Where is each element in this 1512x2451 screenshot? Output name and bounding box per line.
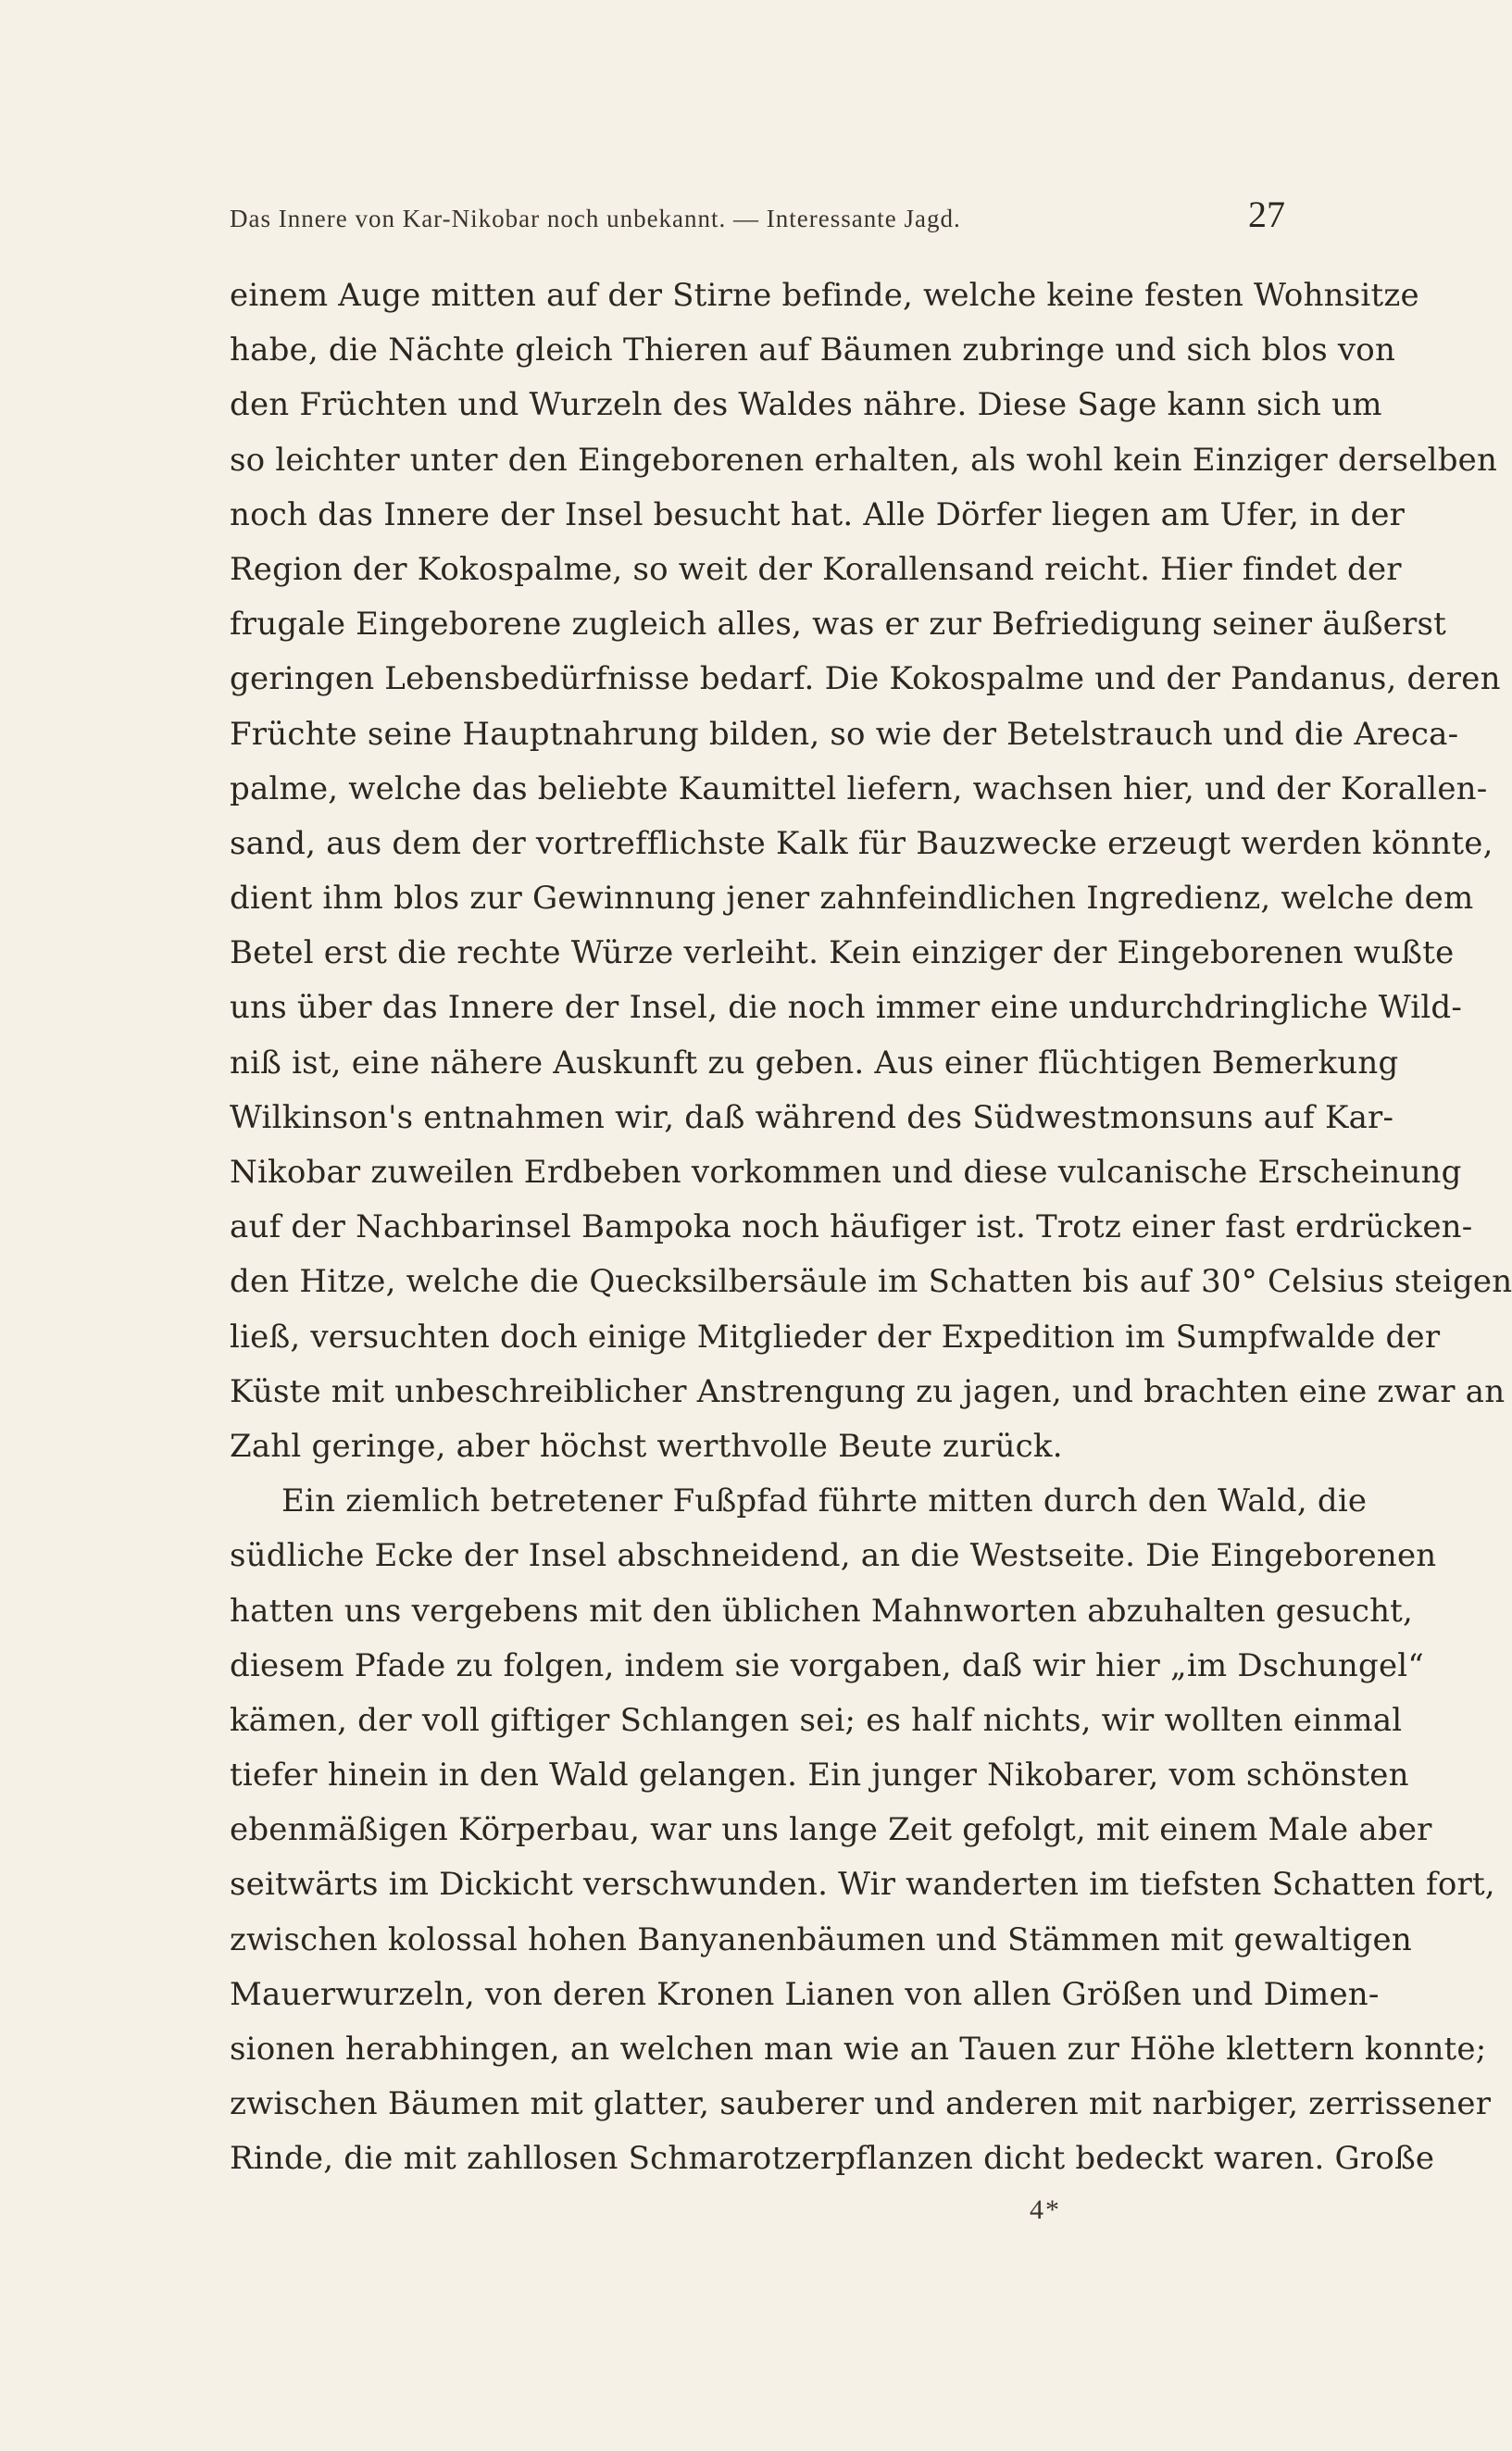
text-line: Wilkinson's entnahmen wir, daß während des Südwestmonsuns auf Kar- — [230, 1098, 1394, 1136]
page-number: 27 — [1248, 194, 1285, 235]
text-line: Ein ziemlich betretener Fußpfad führte mitten durch den Wald, die — [281, 1482, 1368, 1520]
text-line: niß ist, eine nähere Auskunft zu geben. Aus einer flüchtigen Bemerkung — [230, 1044, 1399, 1082]
text-line: zwischen kolossal hohen Banyanenbäumen und Stämmen mit gewaltigen — [230, 1920, 1412, 1958]
text-line: ließ, versuchten doch einige Mitglieder der Expedition im Sumpfwalde der — [230, 1318, 1441, 1356]
text-line: Küste mit unbeschreiblicher Anstrengung zu jagen, und brachten eine zwar an — [230, 1372, 1506, 1410]
text-line: auf der Nachbarinsel Bampoka noch häufiger ist. Trotz einer fast erdrücken- — [230, 1208, 1473, 1246]
text-line: sand, aus dem der vortrefflichste Kalk für Bauzwecke erzeugt werden könnte, — [230, 824, 1493, 862]
text-line: Betel erst die rechte Würze verleiht. Kein einziger der Eingeborenen wußte — [230, 934, 1455, 972]
running-head — [230, 193, 1285, 239]
text-line: palme, welche das beliebte Kaumittel liefern, wachsen hier, und der Korallen- — [230, 769, 1488, 807]
text-line: südliche Ecke der Insel abschneidend, an die Westseite. Die Eingeborenen — [230, 1537, 1437, 1575]
text-line: noch das Innere der Insel besucht hat. Alle Dörfer liegen am Ufer, in der — [230, 495, 1406, 533]
text-line: zwischen Bäumen mit glatter, sauberer und anderen mit narbiger, zerrissener — [230, 2085, 1492, 2123]
text-line: so leichter unter den Eingeborenen erhalten, als wohl kein Einziger derselben — [230, 441, 1498, 479]
text-line: Zahl geringe, aber höchst werthvolle Beute zurück. — [230, 1427, 1063, 1465]
running-title: Das Innere von Kar-Nikobar noch unbekannt. — Interessante Jagd. — [230, 205, 961, 232]
text-line: uns über das Innere der Insel, die noch immer eine undurchdringliche Wild- — [230, 989, 1463, 1027]
text-line: einem Auge mitten auf der Stirne befinde, welche keine festen Wohnsitze — [230, 277, 1419, 314]
body-text — [230, 269, 1512, 2187]
text-line: ebenmäßigen Körperbau, war uns lange Zeit gefolgt, mit einem Male aber — [230, 1811, 1432, 1849]
text-line: Früchte seine Hauptnahrung bilden, so wie der Betelstrauch und die Areca- — [230, 715, 1459, 753]
text-line: dient ihm blos zur Gewinnung jener zahnfeindlichen Ingredienz, welche dem — [230, 880, 1474, 918]
text-line: den Hitze, welche die Quecksilbersäule im Schatten bis auf 30° Celsius steigen — [230, 1263, 1512, 1301]
text-line: kämen, der voll giftiger Schlangen sei; es half nichts, wir wollten einmal — [230, 1701, 1403, 1739]
text-line: habe, die Nächte gleich Thieren auf Bäumen zubringe und sich blos von — [230, 331, 1396, 369]
text-line: geringen Lebensbedürfnisse bedarf. Die Kokospalme und der Pandanus, deren — [230, 660, 1501, 698]
text-line: den Früchten und Wurzeln des Waldes nähre. Diese Sage kann sich um — [230, 386, 1382, 424]
text-line: Rinde, die mit zahllosen Schmarotzerpflanzen dicht bedeckt waren. Große — [230, 2140, 1435, 2178]
text-line: hatten uns vergebens mit den üblichen Mahnworten abzuhalten gesucht, — [230, 1592, 1414, 1630]
text-line: Mauerwurzeln, von deren Kronen Lianen von allen Größen und Dimen- — [230, 1975, 1380, 2013]
text-line: Nikobar zuweilen Erdbeben vorkommen und diese vulcanische Erscheinung — [230, 1154, 1462, 1191]
text-line: tiefer hinein in den Wald gelangen. Ein junger Nikobarer, vom schönsten — [230, 1757, 1409, 1794]
text-line: frugale Eingeborene zugleich alles, was er zur Befriedigung seiner äußerst — [230, 606, 1446, 644]
text-line: diesem Pfade zu folgen, indem sie vorgaben, daß wir hier „im Dschungel“ — [230, 1646, 1424, 1684]
text-line: Region der Kokospalme, so weit der Korallensand reicht. Hier findet der — [230, 550, 1402, 588]
text-line: seitwärts im Dickicht verschwunden. Wir wanderten im tiefsten Schatten fort, — [230, 1866, 1495, 1904]
text-line: sionen herabhingen, an welchen man wie an Tauen zur Höhe klettern konnte; — [230, 2031, 1487, 2068]
signature-mark: 4* — [1030, 2195, 1061, 2225]
